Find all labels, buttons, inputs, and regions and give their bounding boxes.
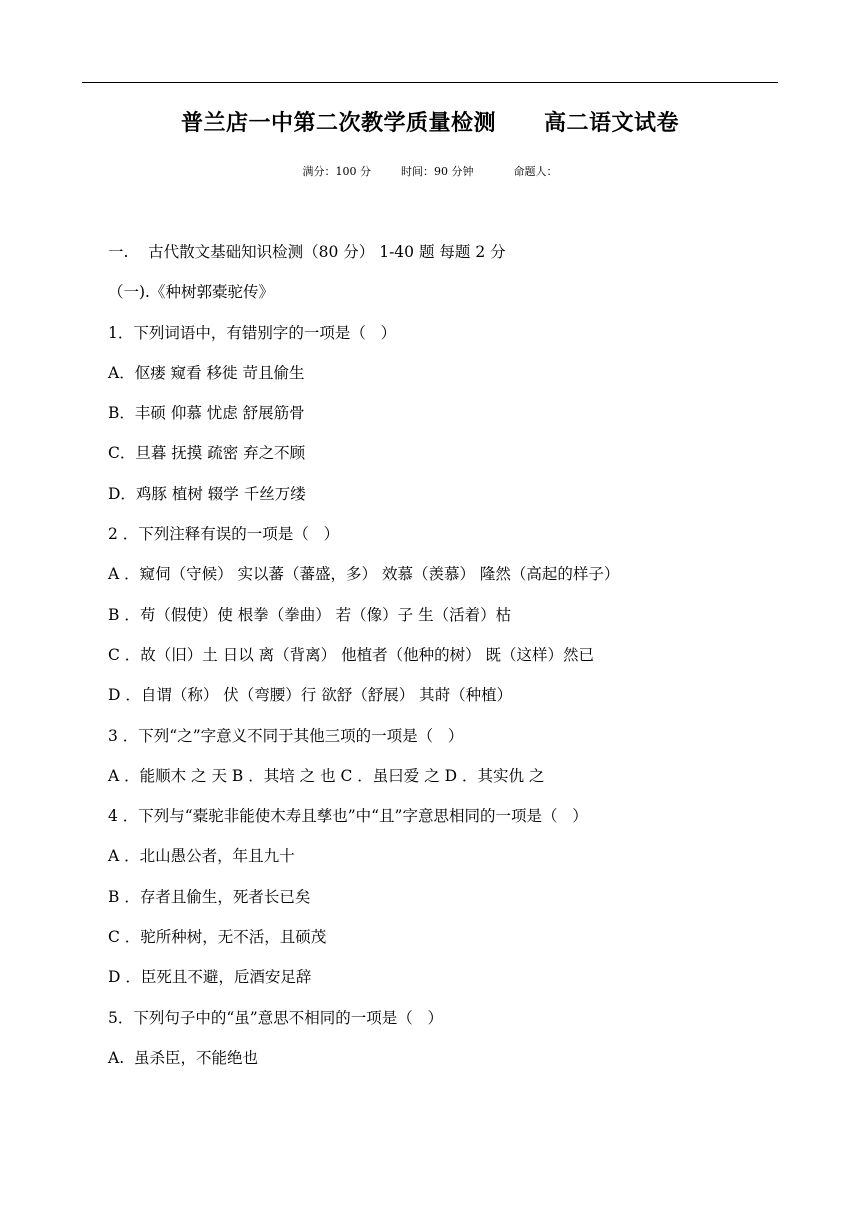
full-score: 满分：100 分: [302, 165, 371, 178]
school-exam-name: 普兰店一中第二次教学质量检测: [180, 111, 496, 136]
question-2: 2 ．下列注释有误的一项是（ ）: [108, 525, 340, 544]
option-2d: D ．自谓（称） 伏（弯腰）行 欲舒（舒展） 其莳（种植）: [108, 686, 513, 705]
option-4b: B ．存者且偷生，死者长已矣: [108, 887, 311, 906]
options-3: A ．能顺木 之 天 B ．其培 之 也 C ．虽曰爱 之 D ．其实仇 之: [108, 766, 545, 785]
question-1: 1．下列词语中，有错别字的一项是（ ）: [108, 323, 397, 342]
question-3: 3 ．下列“之”字意义不同于其他三项的一项是（ ）: [108, 726, 464, 745]
header-rule: [82, 82, 778, 83]
section-heading: 一. 古代散文基础知识检测（80 分） 1-40 题 每题 2 分: [108, 243, 506, 261]
option-2b: B ．苟（假使）使 根拳（拳曲） 若（像）子 生（活着）枯: [108, 605, 512, 624]
question-4: 4 ．下列与“橐驼非能使木寿且孳也”中“且”字意思相同的一项是（ ）: [108, 807, 588, 826]
exam-time: 时间：90 分钟: [401, 165, 474, 178]
option-2a: A ．窥伺（守候） 实以蕃（蕃盛，多） 效慕（羡慕） 隆然（高起的样子）: [108, 565, 620, 584]
paper-name: 高二语文试卷: [544, 111, 680, 136]
option-1c: C．旦暮 抚摸 疏密 弃之不顾: [108, 444, 306, 463]
option-1a: A．伛瘘 窥看 移徙 苛且偷生: [108, 363, 305, 382]
option-1b: B．丰硕 仰慕 忧虑 舒展筋骨: [108, 404, 305, 423]
option-4c: C ．驼所种树，无不活，且硕茂: [108, 928, 327, 947]
exam-author: 命题人：: [513, 165, 558, 178]
question-5: 5．下列句子中的“虽”意思不相同的一项是（ ）: [108, 1008, 443, 1027]
subsection-heading: （一).《种树郭橐驼传》: [108, 283, 274, 302]
exam-meta: [0, 163, 860, 179]
option-2c: C ．故（旧）土 日以 离（背离） 他植者（他种的树） 既（这样）然已: [108, 645, 594, 664]
exam-title: [0, 106, 860, 137]
option-5a: A. 虽杀臣，不能绝也: [108, 1048, 258, 1067]
option-4d: D ．臣死且不避，卮酒安足辞: [108, 968, 312, 987]
question-body: [108, 241, 788, 1087]
option-4a: A ．北山愚公者，年且九十: [108, 847, 295, 866]
option-1d: D．鸡豚 植树 辍学 千丝万缕: [108, 484, 306, 503]
